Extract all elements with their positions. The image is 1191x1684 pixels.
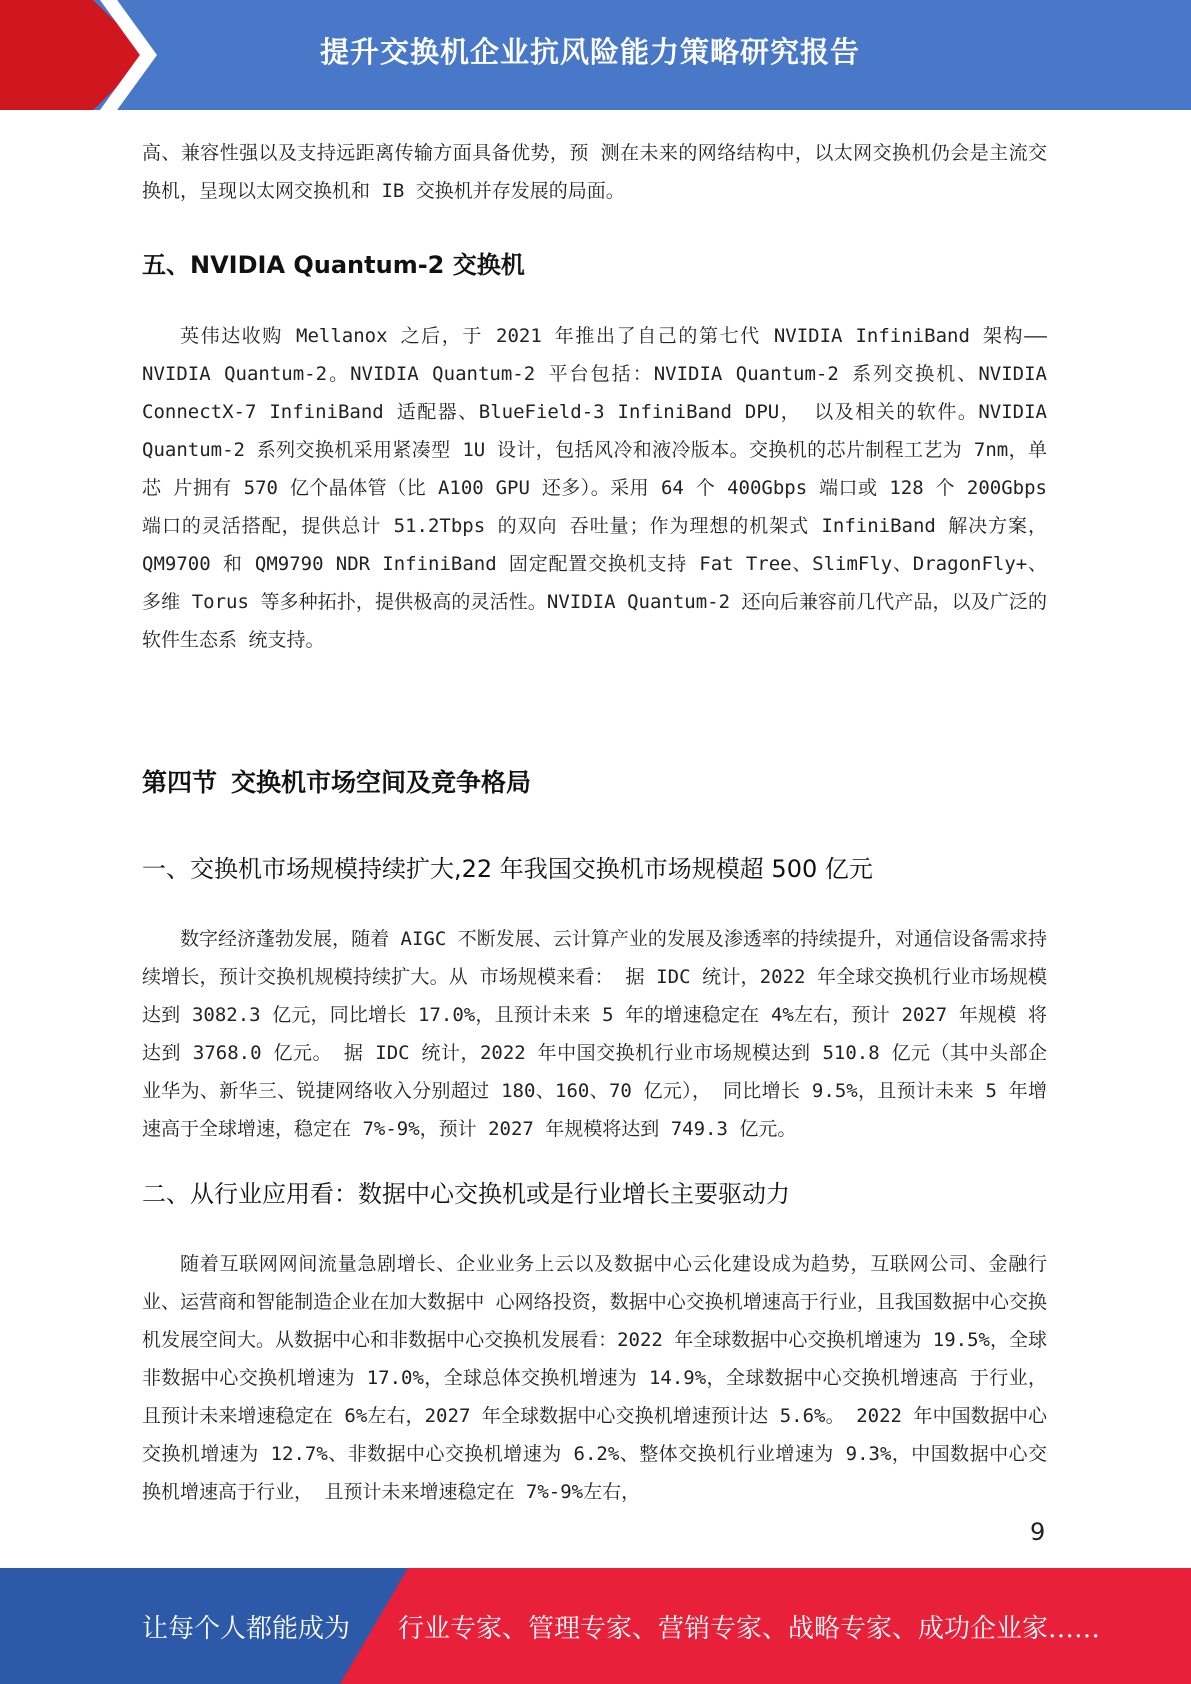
paragraph-market-size: 数字经济蓬勃发展，随着 AIGC 不断发展、云计算产业的发展及渗透率的持续提升，对通信设备需求持续增长，预计交换机规模持续扩大。从 市场规模来看： 据 IDC 统计，2022 年全球交换机行业市场规模达到 3082.3 亿元，同比增长 17.0%，且预计未来 5 年的增速稳定在 4%左右，预计 2027 年规模 将达到 3768.0 亿元。 据 IDC 统计，2022 年中国交换机行业市场规模达到 510.8 亿元（其中头部企业华为、新华三、锐捷网络收入分别超过 180、160、70 亿元）， 同比增长 9.5%，且预计未来 5 年增速高于全球增速，稳定在 7%-9%，预计 2027 年规模将达到 749.3 亿元。 xyxy=(142,928,1047,1140)
paragraph-nvidia-quantum2: 英伟达收购 Mellanox 之后，于 2021 年推出了自己的第七代 NVIDIA InfiniBand 架构——NVIDIA Quantum-2。NVIDIA Quantum-2 平台包括：NVIDIA Quantum-2 系列交换机、NVIDIA ConnectX-7 InfiniBand 适配器、BlueField-3 InfiniBand DPU， 以及相关的软件。NVIDIA Quantum-2 系列交换机采用紧凑型 1U 设计，包括风冷和液冷版本。交换机的芯片制程工艺为 7nm，单芯 片拥有 570 亿个晶体管（比 A100 GPU 还多）。采用 64 个 400Gbps 端口或 128 个 200Gbps 端口的灵活搭配，提供总计 51.2Tbps 的双向 吞吐量；作为理想的机架式 InfiniBand 解决方案，QM9700 和 QM9790 NDR InfiniBand 固定配置交换机支持 Fat Tree、SlimFly、DragonFly+、多维 Torus 等多种拓扑，提供极高的灵活性。NVIDIA Quantum-2 还向后兼容前几代产品，以及广泛的软件生态系 统支持。 xyxy=(142,325,1047,651)
paragraph-industry-application: 随着互联网网间流量急剧增长、企业业务上云以及数据中心云化建设成为趋势，互联网公司、金融行业、运营商和智能制造企业在加大数据中 心网络投资，数据中心交换机增速高于行业，且我国数据中心交换机发展空间大。从数据中心和非数据中心交换机发展看：2022 年全球数据中心交换机增速为 19.5%，全球非数据中心交换机增速为 17.0%，全球总体交换机增速为 14.9%，全球数据中心交换机增速高 于行业，且预计未来增速稳定在 6%左右，2027 年全球数据中心交换机增速预计达 5.6%。 2022 年中国数据中心交换机增速为 12.7%、非数据中心交换机增速为 6.2%、整体交换机行业增速为 9.3%，中国数据中心交换机增速高于行业， 且预计未来增速稳定在 7%-9%左右， xyxy=(142,1253,1047,1503)
page-content xyxy=(142,134,1047,1511)
page-header xyxy=(0,0,1191,110)
page-footer xyxy=(0,1568,1191,1684)
section-label: 第四节 xyxy=(142,768,218,797)
footer-slogan-right: 行业专家、管理专家、营销专家、战略专家、成功企业家…… xyxy=(398,1614,1101,1644)
heading-market-size: 一、交换机市场规模持续扩大,22 年我国交换机市场规模超 500 亿元 xyxy=(142,855,873,883)
heading-nvidia-quantum2: 五、NVIDIA Quantum-2 交换机 xyxy=(142,251,525,279)
section-heading xyxy=(142,763,1047,799)
heading-industry-application: 二、从行业应用看：数据中心交换机或是行业增长主要驱动力 xyxy=(142,1180,790,1208)
intro-paragraph: 高、兼容性强以及支持远距离传输方面具备优势，预 测在未来的网络结构中，以太网交换机仍会是主流交 换机，呈现以太网交换机和 IB 交换机并存发展的局面。 xyxy=(142,142,1047,202)
page-number: 9 xyxy=(1030,1518,1046,1546)
footer-slogan-left: 让每个人都能成为 xyxy=(142,1614,351,1644)
report-title: 提升交换机企业抗风险能力策略研究报告 xyxy=(320,35,861,69)
section-title: 交换机市场空间及竞争格局 xyxy=(231,768,532,797)
